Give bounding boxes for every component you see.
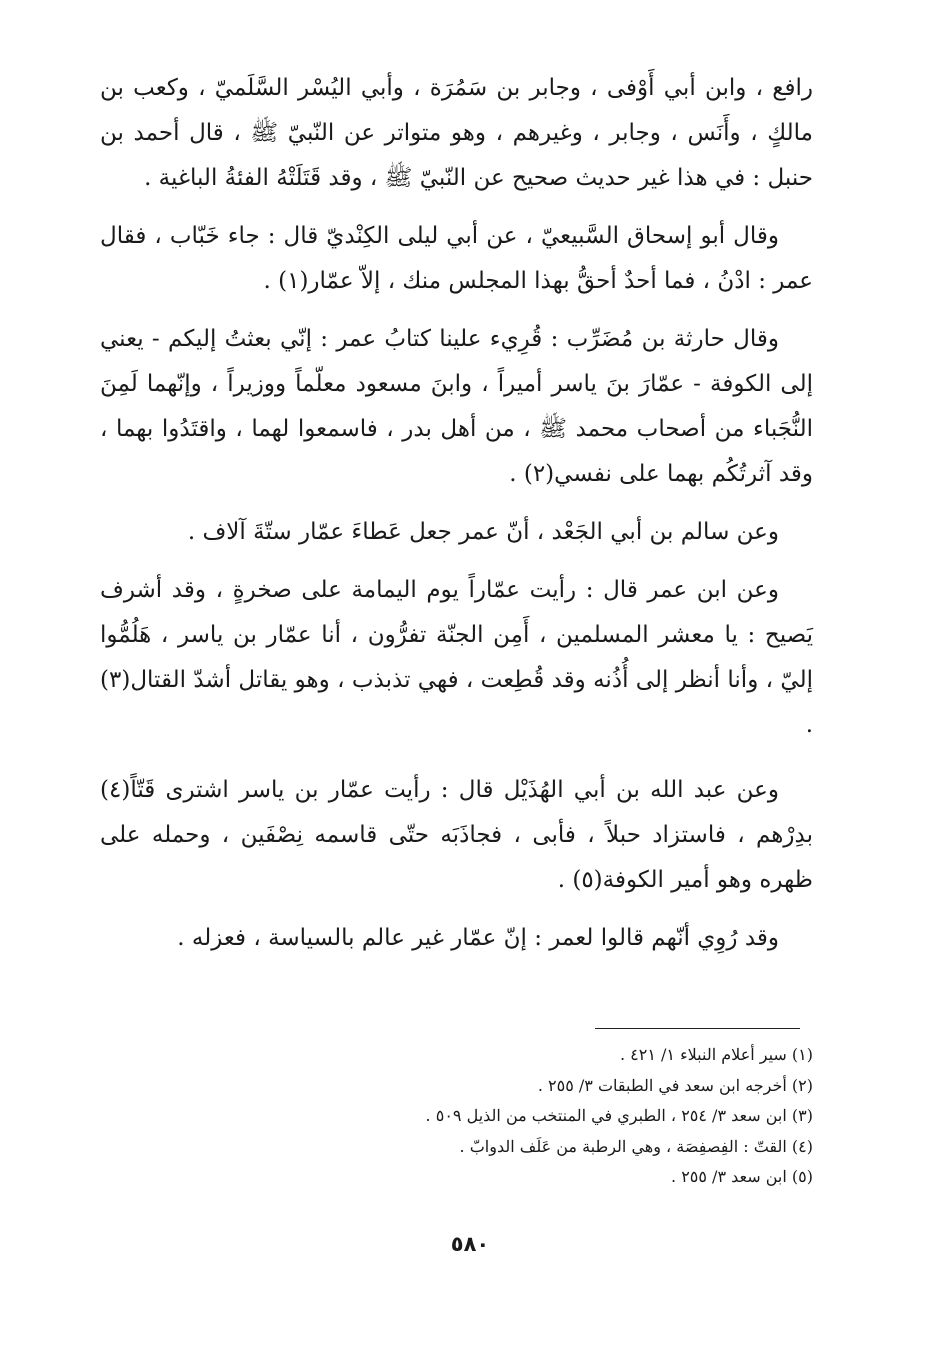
paragraph-1: رافع ، وابن أبي أَوْفى ، وجابر بن سَمُرَة ، وأبي اليُسْر السَّلَميّ ، وكعب بن مالكٍ ، وأَنَس ، وجابر ، وغيرهم ، وهو متواتر عن النّبيّ ﷺ ، قال أحمد بن حنبل : في هذا غير حديث صحيح عن النّبيّ ﷺ ، وقد قَتَلَتْهُ الفئةُ الباغية .: [100, 75, 813, 191]
footnote-4: (٤) القتّ : الفِصفِصَة ، وهي الرطبة من عَلَف الدوابّ .: [459, 1136, 813, 1156]
paragraph-2: وقال أبو إسحاق السَّبيعيّ ، عن أبي ليلى الكِنْديّ قال : جاء خَبّاب ، فقال عمر : ادْنُ ، فما أحدٌ أحقُّ بهذا المجلس منك ، إلاّ عمّار(١) .: [100, 223, 813, 294]
footnote-2: (٢) أخرجه ابن سعد في الطبقات ٣/ ٢٥٥ .: [537, 1075, 813, 1095]
paragraph-6: وعن عبد الله بن أبي الهُذَيْل قال : رأيت عمّار بن ياسر اشترى قَتّاً(٤) بدِرْهم ، فاستزاد حبلاً ، فأبى ، فجاذَبَه حتّى قاسمه نِصْفَين ، وحمله على ظهره وهو أمير الكوفة(٥) .: [100, 777, 813, 893]
footnote-3: (٣) ابن سعد ٣/ ٢٥٤ ، الطبري في المنتخب من الذيل ٥٠٩ .: [425, 1106, 813, 1125]
paragraph-7: وقد رُوِي أنّهم قالوا لعمر : إنّ عمّار غير عالم بالسياسة ، فعزله .: [177, 925, 779, 951]
footnote-1: (١) سير أعلام النبلاء ١/ ٤٢١ .: [619, 1045, 813, 1064]
footnotes: [100, 1040, 813, 1193]
footnote-separator: [595, 1028, 800, 1029]
paragraph-4: وعن سالم بن أبي الجَعْد ، أنّ عمر جعل عَطاءَ عمّار ستّةَ آلاف .: [187, 519, 779, 545]
paragraph-5: وعن ابن عمر قال : رأيت عمّاراً يوم اليمامة على صخرةٍ ، وقد أشرف يَصيح : يا معشر المسلمين ، أَمِن الجنّة تفرُّون ، أنا عمّار بن ياسر ، هَلُمُّوا إليّ ، وأنا أنظر إلى أُذُنه وقد قُطِعت ، فهي تذبذب ، وهو يقاتل أشدّ القتال(٣) .: [100, 577, 813, 738]
page-number: ٥٨٠: [450, 1232, 490, 1256]
footnote-5: (٥) ابن سعد ٣/ ٢٥٥ .: [671, 1167, 813, 1186]
paragraph-3: وقال حارثة بن مُضَرِّب : قُرِيء علينا كتابُ عمر : إنّي بعثتُ إليكم - يعني إلى الكوفة - عمّارَ بنَ ياسر أميراً ، وابنَ مسعود معلّماً ووزيراً ، وإنّهما لَمِنَ النُّجَباء من أصحاب محمد ﷺ ، من أهل بدر ، فاسمعوا لهما ، واقتَدُوا بهما ، وقد آثرتُكُم بهما على نفسي(٢) .: [100, 326, 813, 487]
main-text: [100, 66, 813, 974]
